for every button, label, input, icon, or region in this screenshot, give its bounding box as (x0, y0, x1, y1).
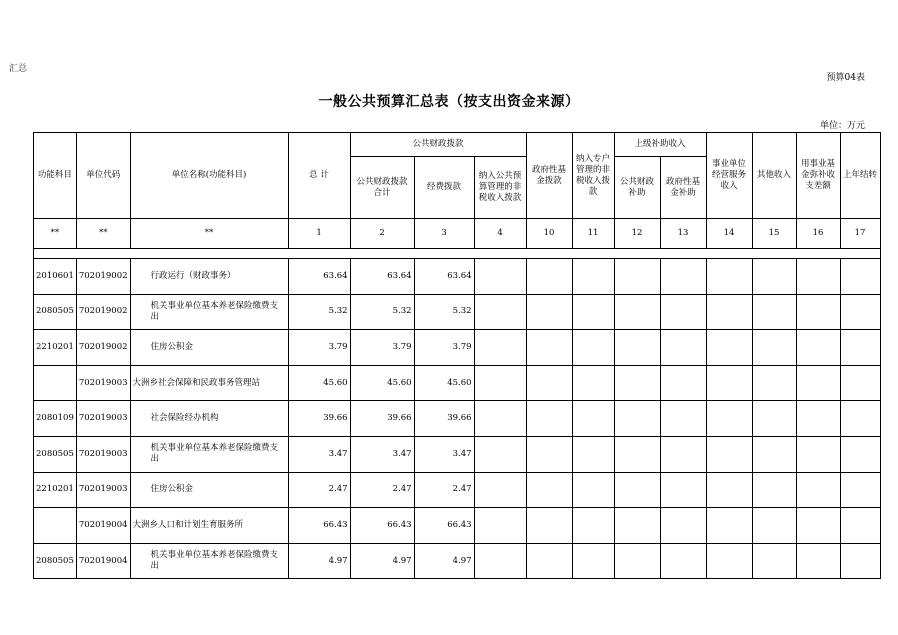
empty-cell (796, 472, 840, 508)
empty-cell (660, 543, 706, 579)
index-cell: ** (130, 219, 288, 249)
empty-cell (526, 543, 572, 579)
func-code-cell: 2010601 (34, 259, 77, 295)
sheet-name: 汇总 (9, 64, 28, 74)
empty-cell (840, 543, 880, 579)
empty-cell (474, 472, 526, 508)
empty-cell (796, 365, 840, 401)
empty-cell (796, 401, 840, 437)
unit-name-cell: 机关事业单位基本养老保险缴费支出 (130, 436, 288, 472)
empty-cell (840, 294, 880, 330)
form-number: 预算04表 (826, 73, 865, 83)
empty-cell (706, 508, 752, 544)
total-cell: 39.66 (288, 401, 350, 437)
unit-code-cell: 702019004 (76, 543, 130, 579)
empty-cell (572, 330, 614, 366)
empty-cell (752, 294, 796, 330)
table-body (34, 249, 881, 579)
empty-cell (752, 436, 796, 472)
empty-cell (660, 365, 706, 401)
public-finance-total-cell: 66.43 (350, 508, 414, 544)
unit-name-cell: 住房公积金 (130, 330, 288, 366)
func-code-cell: 2080505 (34, 543, 77, 579)
funding-cell: 3.47 (414, 436, 474, 472)
total-cell: 3.47 (288, 436, 350, 472)
page-title: 一般公共预算汇总表（按支出资金来源） (318, 94, 580, 110)
empty-cell (706, 543, 752, 579)
table-row (34, 508, 881, 544)
public-finance-total-cell: 39.66 (350, 401, 414, 437)
empty-cell (526, 259, 572, 295)
empty-cell (840, 472, 880, 508)
table-row (34, 401, 881, 437)
table-row (34, 543, 881, 579)
funding-cell: 39.66 (414, 401, 474, 437)
index-cell: 1 (288, 219, 350, 249)
unit-name-cell: 大洲乡社会保障和民政事务管理站 (130, 365, 288, 401)
empty-cell (796, 508, 840, 544)
empty-cell (526, 365, 572, 401)
empty-cell (526, 472, 572, 508)
unit-code-cell: 702019003 (76, 472, 130, 508)
header-unit-code: 单位代码 (76, 133, 130, 219)
header-business-income: 事业单位经营服务收入 (706, 133, 752, 219)
empty-cell (614, 294, 660, 330)
header-public-subsidy: 公共财政补助 (614, 157, 660, 219)
func-code-cell (34, 508, 77, 544)
func-code-cell (34, 365, 77, 401)
index-cell: 11 (572, 219, 614, 249)
header-funding: 经费拨款 (414, 157, 474, 219)
empty-cell (614, 259, 660, 295)
index-cell: 10 (526, 219, 572, 249)
func-code-cell: 2210201 (34, 330, 77, 366)
unit-name-cell: 大洲乡人口和计划生育服务所 (130, 508, 288, 544)
empty-cell (572, 436, 614, 472)
empty-cell (474, 330, 526, 366)
empty-cell (474, 259, 526, 295)
header-other-income: 其他收入 (752, 133, 796, 219)
unit-name-cell: 机关事业单位基本养老保险缴费支出 (130, 294, 288, 330)
empty-cell (614, 330, 660, 366)
public-finance-total-cell: 4.97 (350, 543, 414, 579)
func-code-cell: 2080505 (34, 294, 77, 330)
index-cell: ** (76, 219, 130, 249)
empty-cell (526, 294, 572, 330)
table-row (34, 436, 881, 472)
unit-code-cell: 702019002 (76, 294, 130, 330)
table-row (34, 259, 881, 295)
empty-cell (706, 294, 752, 330)
empty-cell (840, 401, 880, 437)
funding-cell: 4.97 (414, 543, 474, 579)
index-cell: 4 (474, 219, 526, 249)
table-row (34, 330, 881, 366)
public-finance-total-cell: 5.32 (350, 294, 414, 330)
empty-cell (660, 472, 706, 508)
empty-cell (706, 330, 752, 366)
empty-cell (572, 508, 614, 544)
total-cell: 63.64 (288, 259, 350, 295)
empty-cell (752, 330, 796, 366)
unit-code-cell: 702019003 (76, 365, 130, 401)
empty-cell (614, 508, 660, 544)
empty-cell (752, 508, 796, 544)
empty-cell (614, 543, 660, 579)
empty-cell (660, 436, 706, 472)
funding-cell: 2.47 (414, 472, 474, 508)
index-cell: 13 (660, 219, 706, 249)
index-cell: 12 (614, 219, 660, 249)
header-superior-subsidy: 上级补助收入 (614, 133, 706, 157)
funding-cell: 3.79 (414, 330, 474, 366)
header-fund-supplement: 用事业基金弥补收支差额 (796, 133, 840, 219)
unit-name-cell: 社会保险经办机构 (130, 401, 288, 437)
unit-code-cell: 702019002 (76, 259, 130, 295)
index-cell: 14 (706, 219, 752, 249)
total-cell: 4.97 (288, 543, 350, 579)
unit-code-cell: 702019004 (76, 508, 130, 544)
total-cell: 45.60 (288, 365, 350, 401)
total-cell: 3.79 (288, 330, 350, 366)
empty-cell (474, 508, 526, 544)
empty-cell (752, 401, 796, 437)
empty-cell (796, 294, 840, 330)
empty-cell (526, 401, 572, 437)
public-finance-total-cell: 63.64 (350, 259, 414, 295)
unit-code-cell: 702019003 (76, 436, 130, 472)
header-gov-fund: 政府性基金拨款 (526, 133, 572, 219)
header-gov-fund-subsidy: 政府性基金补助 (660, 157, 706, 219)
unit-name-cell: 行政运行（财政事务） (130, 259, 288, 295)
unit-code-cell: 702019002 (76, 330, 130, 366)
empty-cell (752, 472, 796, 508)
funding-cell: 45.60 (414, 365, 474, 401)
empty-cell (660, 259, 706, 295)
empty-cell (614, 365, 660, 401)
empty-cell (474, 543, 526, 579)
header-func-code: 功能科目 (34, 133, 77, 219)
empty-cell (526, 508, 572, 544)
empty-cell (840, 365, 880, 401)
table-row (34, 294, 881, 330)
public-finance-total-cell: 3.79 (350, 330, 414, 366)
empty-cell (572, 294, 614, 330)
index-cell: 17 (840, 219, 880, 249)
empty-cell (474, 436, 526, 472)
public-finance-total-cell: 2.47 (350, 472, 414, 508)
empty-cell (572, 401, 614, 437)
public-finance-total-cell: 45.60 (350, 365, 414, 401)
unit-code-cell: 702019003 (76, 401, 130, 437)
total-cell: 66.43 (288, 508, 350, 544)
empty-cell (474, 294, 526, 330)
empty-cell (660, 508, 706, 544)
total-cell: 2.47 (288, 472, 350, 508)
table-row (34, 365, 881, 401)
funding-cell: 66.43 (414, 508, 474, 544)
empty-cell (840, 330, 880, 366)
empty-cell (706, 365, 752, 401)
header-public-finance: 公共财政拨款 (350, 133, 526, 157)
empty-cell (614, 472, 660, 508)
unit-name-cell: 机关事业单位基本养老保险缴费支出 (130, 543, 288, 579)
empty-cell (796, 543, 840, 579)
empty-cell (614, 401, 660, 437)
unit-name-cell: 住房公积金 (130, 472, 288, 508)
empty-cell (796, 436, 840, 472)
empty-cell (526, 436, 572, 472)
empty-cell (474, 365, 526, 401)
empty-cell (796, 330, 840, 366)
header-special-account: 纳入专户管理的非税收入拨款 (572, 133, 614, 219)
index-cell: 15 (752, 219, 796, 249)
func-code-cell: 2210201 (34, 472, 77, 508)
empty-cell (660, 294, 706, 330)
empty-cell (706, 401, 752, 437)
empty-cell (796, 259, 840, 295)
func-code-cell: 2080109 (34, 401, 77, 437)
unit-label: 单位：万元 (819, 121, 865, 131)
empty-cell (526, 330, 572, 366)
spacer-row (34, 249, 881, 259)
empty-cell (706, 472, 752, 508)
header-special-mgmt: 纳入公共预算管理的非税收入拨款 (474, 157, 526, 219)
total-cell: 5.32 (288, 294, 350, 330)
empty-cell (706, 259, 752, 295)
funding-cell: 5.32 (414, 294, 474, 330)
index-cell: 3 (414, 219, 474, 249)
empty-cell (840, 259, 880, 295)
index-cell: ** (34, 219, 77, 249)
budget-table (33, 132, 881, 579)
header-total: 总 计 (288, 133, 350, 219)
header-unit-name: 单位名称(功能科目) (130, 133, 288, 219)
empty-cell (752, 365, 796, 401)
header-carryover: 上年结转 (840, 133, 880, 219)
empty-cell (474, 401, 526, 437)
empty-cell (660, 401, 706, 437)
empty-cell (840, 508, 880, 544)
empty-cell (572, 543, 614, 579)
index-cell: 2 (350, 219, 414, 249)
header-public-finance-total: 公共财政拨款合计 (350, 157, 414, 219)
index-cell: 16 (796, 219, 840, 249)
empty-cell (752, 259, 796, 295)
empty-cell (706, 436, 752, 472)
public-finance-total-cell: 3.47 (350, 436, 414, 472)
empty-cell (572, 472, 614, 508)
empty-cell (840, 436, 880, 472)
table-row (34, 472, 881, 508)
empty-cell (614, 436, 660, 472)
empty-cell (752, 543, 796, 579)
empty-cell (572, 365, 614, 401)
func-code-cell: 2080505 (34, 436, 77, 472)
funding-cell: 63.64 (414, 259, 474, 295)
empty-cell (660, 330, 706, 366)
empty-cell (572, 259, 614, 295)
